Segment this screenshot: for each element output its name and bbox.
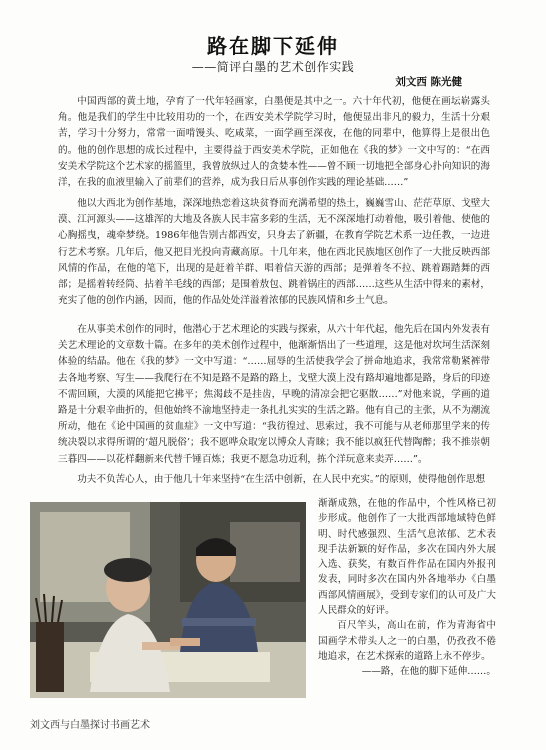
article-subtitle: ——简评白墨的艺术创作实践: [191, 60, 355, 74]
paragraph-3: [58, 322, 490, 468]
paragraph-text: 他以大西北为创作基地，深深地热恋着这块贫脊而充满希望的热土，巍巍雪山、茫茫草原、戈壁大漠、江河源头——这雄浑的大地及各族人民丰富多彩的生活，无不深深地打动着他，吸引着他、使他的心胸摇曳，魂牵梦绕。1986年他告别古都西安，只身去了新疆，在教育学院艺术系一边任教，一边进行艺术考察。几年后，他又把目光投向青藏高原。十几年来，他在西北民族地区创作了一大批反映西部风情的作品，在他的笔下，出现的是赶着羊群、唱着信天游的西部；是弹着冬不拉、跳着踢踏舞的西部；是摇着转经筒、拈着羊毛线的西部；是围着敖包、跳着锅庄的西部……这些从生活中得来的素材，充实了他的创作内涵，因而，他的作品处处洋溢着浓郁的民族风情和乡土气息。: [58, 198, 490, 307]
photo-caption: 刘文西与白墨探讨书画艺术: [30, 720, 150, 731]
paragraph-4: [58, 472, 490, 488]
right-column-text: 渐渐成熟，在他的作品中，个性风格已初步形成。他创作了一大批西部地域特色鲜明、时代感强烈、生活气息浓郁、艺术表现手法新颖的好作品，多次在国内外大展入选、获奖，有数百件作品在国内外报刊发表，同时多次在国内外各地举办《白墨西部风情画展》，受到专家们的认可及广大人民群众的好评。: [318, 498, 496, 617]
paragraph-text: 功夫不负苦心人，由于他几十年来坚持“在生活中创新，在人民中充实。”的原则，使得他创作思想: [77, 474, 486, 485]
right-column-text: 百尺竿头，高山在前，作为青海省中国画学术带头人之一的白墨，仍孜孜不倦地追求，在艺术探索的道路上永不停步。: [318, 620, 496, 662]
right-column: [318, 496, 496, 680]
artists-photo: [30, 502, 306, 698]
article-authors: 刘文西 陈光健: [395, 76, 462, 88]
paragraph-2: [58, 196, 490, 309]
article-title: 路在脚下延伸: [207, 34, 339, 58]
closing-line: ——路，在他的脚下延伸……。: [361, 666, 496, 678]
paragraph-text: 在从事美术创作的同时，他潜心于艺术理论的实践与探索，从六十年代起，他先后在国内外发表有关艺术理论的文章数十篇。在多年的美术创作过程中，他渐渐悟出了一些道理，这是他对坎坷生活深刻体验的结晶。他在《我的梦》一文中写道：“……屈辱的生活使我学会了拼命地追求，我常常勒紧裤带去各地考察、写生——我爬行在不知是路不是路的路上，戈壁大漠上没有路却遍地都是路，身后的印迹不需回顾，大漠的风能把它拂平；焦渴歧不是挂齿，早晚的清凉会把它驱散……”对他来说，学画的道路是十分艰辛曲折的，但他始终不渝地坚持走一条扎扎实实的生活之路。他有自己的主张，从不为潮流所动，他在《论中国画的贫血症》一文中写道：“我彷徨过、思索过，我不可能与从老师那里学来的传统决裂以求得所谓的‘超凡脱俗’；我不愿哗众取宠以博众人青睐；我不能以疯狂代替陶醉；我不推崇朝三暮四——以花样翻新来代替千锤百炼；我更不愿急功近利，拣个洋玩意来卖弄……”。: [58, 324, 490, 465]
paragraph-text: 中国西部的黄土地，孕育了一代年轻画家，白墨便是其中之一。六十年代初，他便在画坛崭露头角。他是我们的学生中比较用功的一个，在西安美术学院学习时，他便显出非凡的毅力，生活十分艰苦，学习十分努力，常常一面啃馒头、吃咸菜，一面学画至深夜，在他的同辈中，他算得上是很出色的。他的创作思想的成长过程中，主要得益于西安美术学院，正如他在《我的梦》一文中写的：“在西安美术学院这个艺术家的摇篮里，我曾放纵过人的贪婪本性——曾不顾一切地把全部身心扑向知识的海洋，在我的血液里输入了前辈们的营养，成为我日后从事创作实践的理论基础……”: [58, 96, 490, 189]
paragraph-1: [58, 94, 490, 191]
